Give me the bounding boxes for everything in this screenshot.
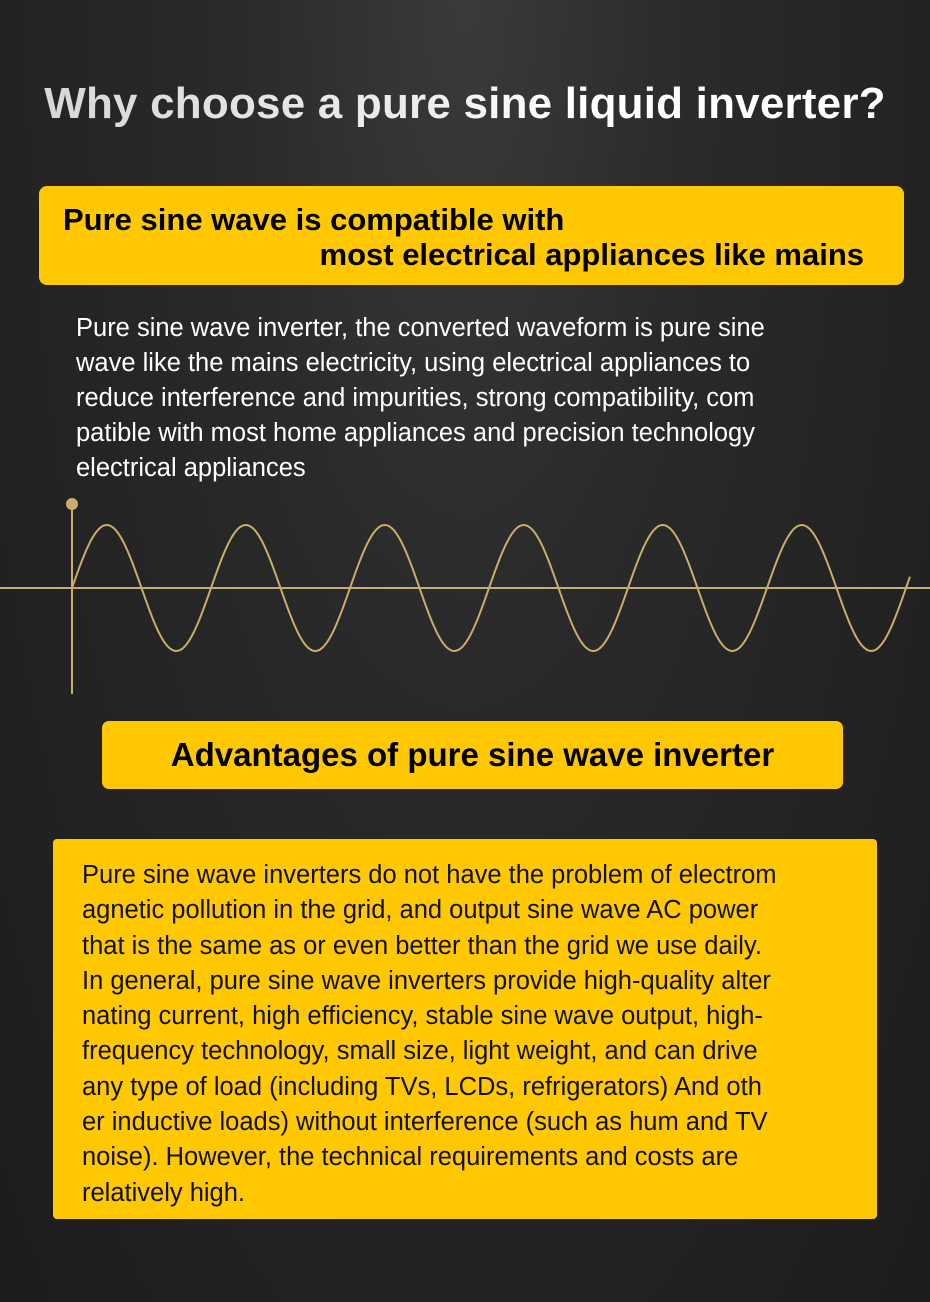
intro-description: Pure sine wave inverter, the converted waveform is pure sine wave like the mains electricity, using electrical appliances to reduce interference and impurities, strong compatibility, com patible with most home appliances and precision technology electrical appliances bbox=[76, 314, 765, 482]
compatibility-banner bbox=[39, 186, 904, 285]
advantages-banner-title: Advantages of pure sine wave inverter bbox=[170, 736, 775, 773]
advantages-panel bbox=[53, 839, 877, 1219]
sine-wave-illustration bbox=[0, 488, 930, 698]
advantages-banner bbox=[102, 721, 843, 789]
wave-axis-dot bbox=[66, 498, 78, 510]
compatibility-banner-line-2: most electrical appliances like mains bbox=[319, 237, 864, 272]
page-title: Why choose a pure sine liquid inverter? bbox=[0, 76, 930, 132]
compatibility-banner-line-1: Pure sine wave is compatible with bbox=[63, 202, 565, 237]
advantages-description: Pure sine wave inverters do not have the problem of electrom agnetic pollution in the grid, and output sine wave AC power that is the same as or even better than the grid we use daily. In general, pure sine wave inverters provide high-quality alter nating current, high efficiency, stable sine wave output, high- frequency technology, small size, light weight, and can drive any type of load (including TVs, LCDs, refrigerators) And oth er inductive loads) without interference (such as hum and TV noise). However, the technical requirements and costs are relatively high. bbox=[82, 861, 777, 1207]
